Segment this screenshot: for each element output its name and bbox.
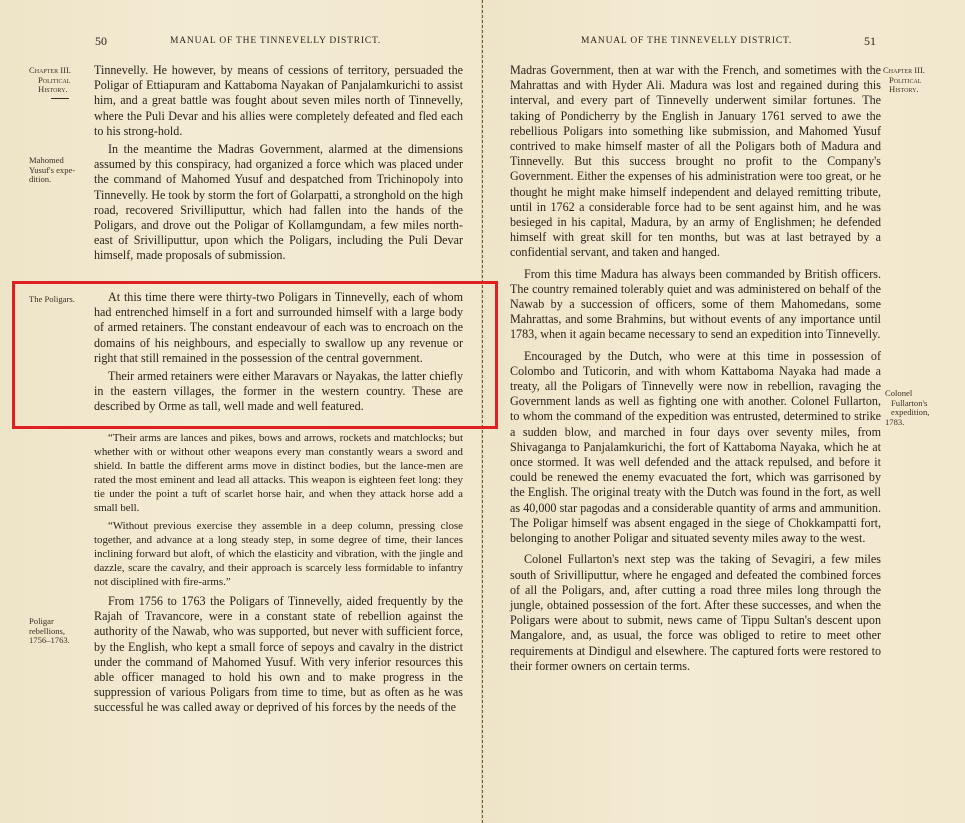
paragraph: Encouraged by the Dutch, who were at this time in possession of Colombo and Tuticorin, and with whom Kattaboma Nayaka had made a treaty, all the Poligars of Tinnevelly were now in rebellion, ravaging the Government lands as well as fighting one with another. Colonel Fullarton, to whom the command of the expedition was entrusted, determined to strike a sudden blow, and marched in four days over seventy miles, from Shivaganga to Panjalamkurichi, the fort of Kattaboma Nayaka, which he at once stormed. It was well defended and the attack repulsed, and before it could be renewed the enemy evacuated the fort, which was garrisoned by the English. The original treaty with the Dutch was found in the fort, as well as 40,000 star pagodas and a considerable quantity of arms and ammunition. The Poligar himself was absent engaged in the siege of Chokkampatti fort, belonging to another Poligar and situated seventy miles away to the west. [510, 348, 881, 546]
side-note-chapter [883, 66, 955, 95]
paragraph: From this time Madura has always been commanded by British officers. The country remained tolerably quiet and was administered on behalf of the Nawab by a succession of officers, some of them Mahomedans, some Mahrattas, and some Brahmins, but without events of any importance until 1783, when it again became necessary to send an expedition into Tinnevelly. [510, 266, 881, 342]
side-note-chapter [29, 66, 91, 99]
paragraph: Colonel Fullarton's next step was the taking of Sevagiri, a few miles south of Srivilliputtur, where he engaged and defeated the combined forces of all the Poligars, and, after cutting a road three miles long through the jungle, obtained possession of the fort. After these successes, and when the Poligars were about to submit, news came of Tippu Sultan's descent upon Mangalore, and, as usual, the force was obliged to retire to meet other requirements at Dindigul and elsewhere. The captured forts were restored to their former owners on certain terms. [510, 552, 881, 673]
side-note-line: The Poligars. [29, 294, 75, 304]
running-head: MANUAL OF THE TINNEVELLY DISTRICT. [581, 36, 793, 46]
paragraph: In the meantime the Madras Government, alarmed at the dimensions assumed by this conspiracy, had organized a force which was placed under the command of Mahomed Yusuf and despatched from Trichinopoly into Tinnevelly. He took by storm the fort of Golarpatti, a stronghold on the high road, recovered Srivilliputtur, which had fallen into the hands of the Poligars, and drove out the Poligar of Kollamgundam, a few miles north-east of Srivilliputtur, upon which the Poligars, including the Puli Devar himself, made proposals of submission. [94, 142, 463, 263]
paragraph: Tinnevelly. He however, by means of cessions of territory, persuaded the Poligar of Ettiapuram and Kattaboma Nayakan of Panjalamkurichi to assist him, and a great battle was fought about seven miles north of Tinnevelly, where the Puli Devar and his allies were completely defeated and fled each to his strong-hold. [94, 63, 463, 138]
side-note-line: History. [38, 84, 68, 95]
side-note-fullarton [885, 389, 955, 427]
quote-paragraph: “Their arms are lances and pikes, bows and arrows, rockets and matchlocks; but whether with or without other weapons every man constantly wears a sword and shield. In battle the different arms move in distinct bodies, but the lance-men are rated the most eminent and lead all attacks. This weapon is eighteen feet long: they tie under the point a tuft of scarlet horse hair, and when they attack horse add a small bell. [94, 432, 463, 515]
quote-paragraph: “Without previous exercise they assemble in a deep column, pressing close together, and advance at a long steady step, in some degree of time, their lances inclining forward but aloft, of which the elasticity and vibration, with the jingle and dazzle, scare the cavalry, and their approach is scarcely less formidable to infantry not disciplined with fire-arms.” [94, 519, 463, 588]
side-note-line: Fullarton's [891, 397, 928, 408]
paragraph: From 1756 to 1763 the Poligars of Tinnevelly, aided frequently by the Rajah of Travancore, were in a constant state of rebellion against the authority of the Nawab, who was supported, but never with sufficient force, by the English, who kept a small force of sepoys and cavalry in the district under the command of Mahomed Yusuf. With very inferior resources this able officer managed to hold his own and to make progress in the suppression of various Poligars from time to time, but as often as he was successful he was called away or deprived of his forces by the needs of the [94, 594, 463, 715]
side-note-rebellions [29, 617, 93, 646]
right-text-block [510, 63, 881, 674]
running-head: MANUAL OF THE TINNEVELLY DISTRICT. [170, 36, 382, 46]
side-note-line: Political [889, 74, 922, 85]
highlight-box [12, 281, 498, 429]
left-text-block-1 [94, 63, 463, 264]
paragraph: At this time there were thirty-two Poligars in Tinnevelly, each of whom had entrenched himself in a fort and surrounded himself with a large body of armed retainers. The constant endeavour of each was to encroach on the domains of his neighbours, and especially to swallow up any revenue or right that still remained in the possession of the central government. [94, 290, 463, 365]
side-note-line: expedition, [891, 407, 930, 418]
side-note-line: rebellions, [29, 625, 66, 636]
side-note-mahomed [29, 156, 93, 185]
side-note-line: Mahomed [29, 155, 64, 165]
side-note-line: 1756–1763. [29, 635, 70, 646]
left-text-block-3 [94, 431, 463, 716]
paragraph: Their armed retainers were either Maravars or Nayakas, the latter chiefly in the eastern villages, the former in the western country. These are described by Orme as tall, well made and well featured. [94, 369, 463, 414]
side-note-line: Political [38, 74, 71, 85]
side-note-line: Yusuf's expe- [29, 164, 76, 175]
side-note-line: Chapter III. [29, 65, 71, 75]
side-note-line: Chapter III. [883, 65, 925, 75]
side-note-line: Colonel [885, 388, 913, 398]
side-note-line: dition. [29, 174, 52, 185]
page-number: 50 [95, 34, 107, 48]
side-note-line: 1783. [885, 416, 905, 427]
right-page [483, 0, 965, 823]
page-number: 51 [864, 34, 876, 48]
side-note-line: Poligar [29, 616, 54, 626]
side-note-rule [51, 98, 69, 99]
paragraph: Madras Government, then at war with the French, and sometimes with the Mahrattas and with Hyder Ali. Madura was lost and regained during this interval, and every part of Tinnevelly underwent similar fortunes. The taking of Pondicherry by the English in January 1761 served to awe the rebellious Poligars into something like submission, and Mahomed Yusuf contrived to make himself master of all the Poligars both of Madura and Tinnevelly. But this success brought no profit to the Company's Government. Either the expenses of his administration were too great, or he thought he might make himself independent and delayed remitting tribute, until in 1762 a considerable force had to be sent against him, and he was besieged in his capital, Madura, by an army of Englishmen; he defended himself with great skill for ten months, but was at last betrayed by a confidential servant, and taken and hanged. [510, 63, 881, 260]
side-note-line: History. [889, 84, 919, 95]
